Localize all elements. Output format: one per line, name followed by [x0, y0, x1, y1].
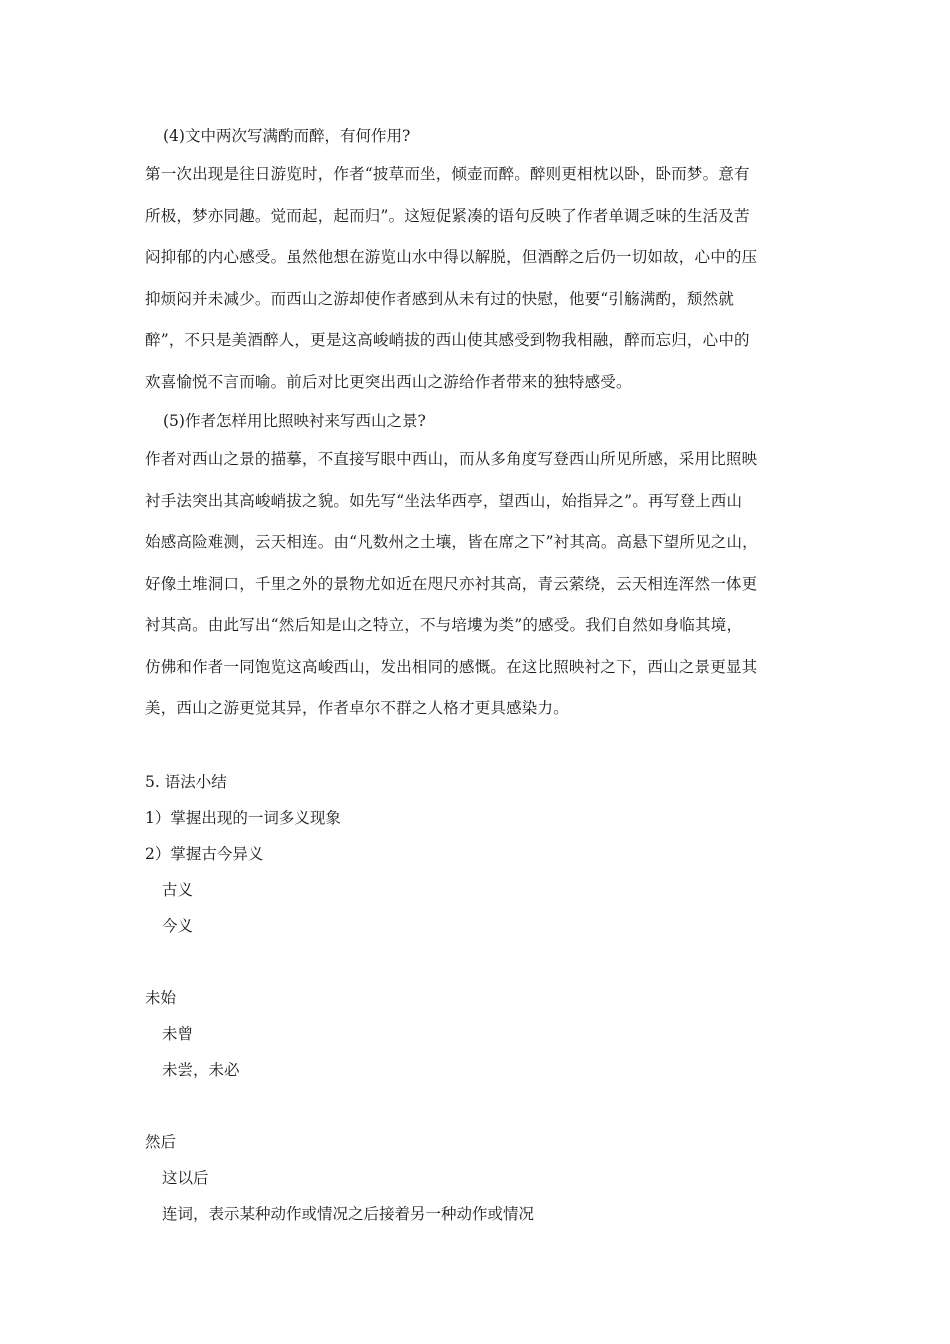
word-term: 未始	[145, 988, 177, 1007]
grammar-summary	[145, 764, 825, 1232]
answer-4	[145, 154, 825, 403]
word-ancient-meaning: 这以后	[162, 1168, 209, 1187]
answer-5-line: 好像土堆洞口，千里之外的景物尤如近在咫尺亦衬其高，青云萦绕，云天相连浑然一体更	[145, 574, 758, 593]
answer-4-line: 醉”，不只是美酒醉人，更是这高峻峭拔的西山使其感受到物我相融，醉而忘归，心中的	[145, 331, 750, 349]
answer-4-line: 第一次出现是往日游览时，作者“披草而坐，倾壶而醉。醉则更相枕以卧，卧而梦。意有	[145, 165, 750, 183]
question-5: (5)作者怎样用比照映衬来写西山之景?	[163, 412, 426, 430]
grammar-item-2: 2）掌握古今异义	[145, 844, 264, 863]
answer-5-line: 作者对西山之景的描摹，不直接写眼中西山，而从多角度写登西山所见所感，采用比照映	[145, 450, 758, 468]
word-modern-meaning: 未尝，未必	[162, 1060, 240, 1079]
column-modern-label: 今义	[162, 916, 194, 935]
answer-5-line: 衬其高。由此写出“然后知是山之特立，不与培塿为类”的感受。我们自然如身临其境，	[145, 616, 743, 634]
answer-4-line: 闷抑郁的内心感受。虽然他想在游览山水中得以解脱，但酒醉之后仍一切如故，心中的压	[145, 248, 758, 266]
answer-4-line: 欢喜愉悦不言而喻。前后对比更突出西山之游给作者带来的独特感受。	[145, 372, 632, 391]
word-ancient-meaning: 未曾	[162, 1024, 194, 1043]
answer-5	[145, 439, 825, 730]
spacer	[145, 1088, 825, 1124]
word-term: 然后	[145, 1132, 177, 1151]
grammar-heading: 5. 语法小结	[145, 772, 227, 791]
word-modern-meaning: 连词，表示某种动作或情况之后接着另一种动作或情况	[162, 1204, 535, 1223]
answer-5-line: 美，西山之游更觉其异，作者卓尔不群之人格才更具感染力。	[145, 699, 569, 717]
column-ancient-label: 古义	[162, 880, 194, 899]
grammar-item-1: 1）掌握出现的一词多义现象	[145, 808, 341, 827]
word-entry	[145, 980, 825, 1088]
spacer	[145, 944, 825, 980]
answer-5-line: 衬手法突出其高峻峭拔之貌。如先写“坐法华西亭，望西山，始指异之”。再写登上西山	[145, 491, 743, 510]
answer-4-line: 抑烦闷并未减少。而西山之游却使作者感到从未有过的快慰，他要“引觞满酌，颓然就	[145, 289, 735, 308]
answer-5-line: 仿佛和作者一同饱览这高峻西山，发出相同的感慨。在这比照映衬之下，西山之景更显其	[145, 657, 758, 676]
answer-4-line: 所极，梦亦同趣。觉而起，起而归”。这短促紧凑的语句反映了作者单调乏味的生活及苦	[145, 206, 750, 225]
answer-5-line: 始感高险难测，云天相连。由“凡数州之土壤，皆在席之下”衬其高。高悬下望所见之山，	[145, 533, 758, 551]
question-4: (4)文中两次写满酌而醉，有何作用?	[163, 127, 411, 145]
word-entry	[145, 1124, 825, 1232]
document-body	[145, 118, 825, 1232]
